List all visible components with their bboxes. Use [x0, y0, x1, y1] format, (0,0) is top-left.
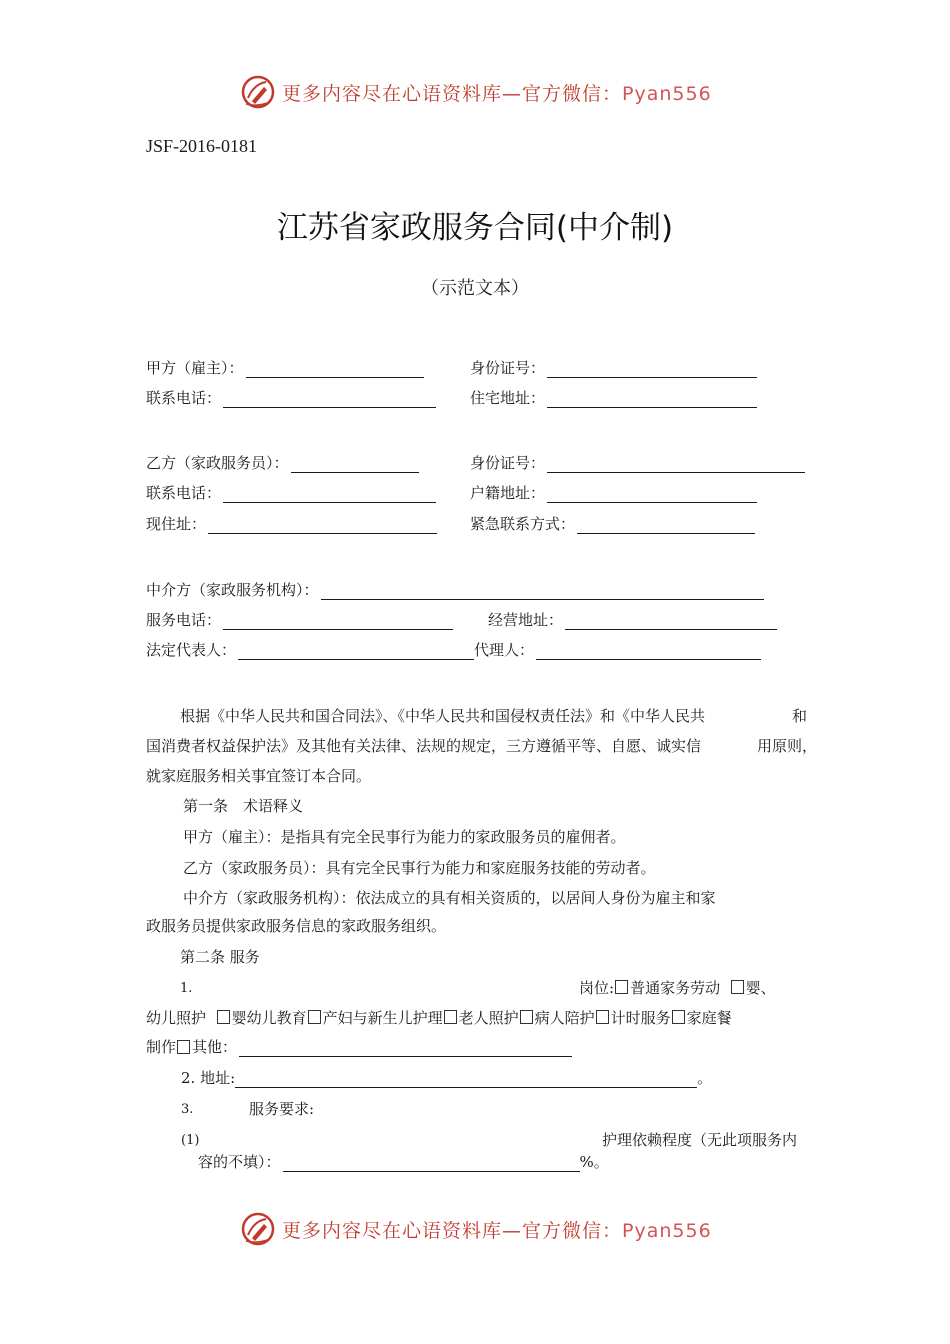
blank-line[interactable]	[547, 485, 757, 503]
field-label-agent: 代理人：	[474, 641, 535, 659]
field-label: 户籍地址：	[470, 484, 546, 502]
field-label: 容的不填）：	[198, 1153, 281, 1171]
option-label: 老人照护	[458, 1009, 519, 1027]
checkbox-general-housework[interactable]	[615, 980, 628, 994]
option-label: 家庭餐	[686, 1009, 732, 1027]
blank-line[interactable]	[246, 360, 424, 378]
party-a-employer-field	[146, 358, 424, 378]
field-label: 现住址：	[146, 515, 207, 533]
checkbox-infant-care[interactable]	[731, 980, 744, 994]
checkbox-home-cooking[interactable]	[672, 1010, 685, 1024]
field-label: 2. 地址:	[181, 1069, 236, 1087]
option-label: 其他：	[192, 1038, 238, 1056]
option-label: 产妇与新生儿护理	[322, 1009, 443, 1027]
field-label: 紧急联系方式：	[470, 515, 576, 533]
checkbox-patient-care[interactable]	[520, 1010, 533, 1024]
preamble-line-3: 就家庭服务相关事宜签订本合同。	[146, 767, 372, 785]
item-3-number: 3.	[181, 1102, 194, 1117]
checkbox-other[interactable]	[177, 1040, 190, 1054]
article-1-agency-definition-2: 政服务员提供家政服务信息的家政服务组织。	[146, 917, 447, 935]
option-label: 婴幼儿教育	[231, 1009, 307, 1027]
sub-item-1-number: (1)	[181, 1133, 200, 1148]
blank-line[interactable]	[223, 485, 436, 503]
option-label: 计时服务	[610, 1009, 671, 1027]
checkbox-hourly-service[interactable]	[596, 1010, 609, 1024]
party-a-phone-field	[146, 388, 436, 408]
blank-line[interactable]	[565, 612, 777, 630]
sub-item-1-field	[198, 1152, 609, 1172]
item-1-post-options-3	[146, 1037, 572, 1057]
agency-legal-rep-field	[146, 640, 761, 660]
field-label: 身份证号：	[470, 454, 546, 472]
party-a-id-field	[470, 358, 757, 378]
blank-line[interactable]	[223, 390, 436, 408]
document-subtitle: （示范文本）	[421, 278, 529, 299]
party-b-id-field	[470, 453, 805, 473]
party-a-address-field	[470, 388, 757, 408]
checkbox-elderly-care[interactable]	[444, 1010, 457, 1024]
article-1-employer-definition: 甲方（雇主）：是指具有完全民事行为能力的家政服务员的雇佣者。	[183, 828, 626, 846]
post-label: 岗位:	[579, 979, 615, 997]
blank-line[interactable]	[547, 455, 805, 473]
field-label: 中介方（家政服务机构）：	[146, 581, 319, 599]
blank-line[interactable]	[577, 516, 755, 534]
item-1-number: 1.	[180, 981, 193, 996]
blank-line[interactable]	[239, 1039, 572, 1057]
option-label: 普通家务劳动	[630, 979, 721, 997]
field-end: 。	[697, 1069, 713, 1087]
article-1-heading: 第一条 术语释义	[183, 797, 304, 815]
option-label: 制作	[146, 1038, 177, 1056]
field-label: 住宅地址：	[470, 389, 546, 407]
field-label: 甲方（雇主）：	[146, 359, 244, 377]
agency-phone-field	[146, 610, 453, 630]
preamble-line-1-tail: 和	[792, 707, 808, 725]
document-code: JSF-2016-0181	[146, 136, 258, 156]
party-b-worker-field	[146, 453, 419, 473]
watermark-top	[240, 74, 712, 110]
watermark-bottom	[240, 1211, 712, 1247]
article-1-agency-definition-1: 中介方（家政服务机构）：依法成立的具有相关资质的，以居间人身份为雇主和家	[183, 889, 716, 907]
blank-line[interactable]	[536, 642, 761, 660]
checkbox-infant-education[interactable]	[217, 1010, 230, 1024]
agency-name-field	[146, 580, 764, 600]
item-3-label: 服务要求:	[249, 1100, 315, 1118]
option-label: 婴、	[745, 979, 776, 997]
preamble-line-1: 根据《中华人民共和国合同法》、《中华人民共和国侵权责任法》和《中华人民共	[180, 707, 706, 725]
preamble-line-2-tail: 用原则，	[757, 737, 818, 755]
document-title: 江苏省家政服务合同(中介制)	[276, 210, 674, 246]
blank-line[interactable]	[283, 1154, 580, 1172]
blank-line[interactable]	[547, 360, 757, 378]
party-b-hukou-field	[470, 483, 757, 503]
item-1-post-options	[579, 978, 776, 998]
item-2-address-field	[181, 1068, 712, 1088]
option-label: 病人陪护	[534, 1009, 595, 1027]
field-label: 联系电话：	[146, 389, 222, 407]
field-unit: %。	[579, 1153, 609, 1171]
blank-line[interactable]	[208, 516, 437, 534]
field-label: 身份证号：	[470, 359, 546, 377]
field-label: 经营地址：	[488, 611, 564, 629]
item-1-post-options-2	[146, 1008, 732, 1028]
blank-line[interactable]	[235, 1070, 697, 1088]
checkbox-maternity-care[interactable]	[308, 1010, 321, 1024]
article-1-worker-definition: 乙方（家政服务员）：具有完全民事行为能力和家庭服务技能的劳动者。	[183, 859, 656, 877]
field-label: 联系电话：	[146, 484, 222, 502]
pen-logo-icon	[240, 1211, 276, 1247]
field-label: 乙方（家政服务员）：	[146, 454, 289, 472]
blank-line[interactable]	[238, 642, 474, 660]
field-label: 法定代表人：	[146, 641, 237, 659]
blank-line[interactable]	[321, 582, 764, 600]
party-b-current-address-field	[146, 514, 437, 534]
blank-line[interactable]	[291, 455, 419, 473]
blank-line[interactable]	[547, 390, 757, 408]
watermark-text: 更多内容尽在心语资料库—官方微信：Pyan556	[282, 1219, 712, 1242]
preamble-line-2: 国消费者权益保护法》及其他有关法律、法规的规定，三方遵循平等、自愿、诚实信	[146, 737, 702, 755]
watermark-text: 更多内容尽在心语资料库—官方微信：Pyan556	[282, 82, 712, 105]
pen-logo-icon	[240, 74, 276, 110]
sub-item-1-label: 护理依赖程度（无此项服务内	[602, 1131, 798, 1149]
option-label: 幼儿照护	[146, 1009, 207, 1027]
article-2-heading: 第二条 服务	[180, 948, 260, 966]
field-label: 服务电话：	[146, 611, 222, 629]
party-b-emergency-contact-field	[470, 514, 755, 534]
party-b-phone-field	[146, 483, 436, 503]
blank-line[interactable]	[223, 612, 453, 630]
agency-business-address-field	[488, 610, 777, 630]
